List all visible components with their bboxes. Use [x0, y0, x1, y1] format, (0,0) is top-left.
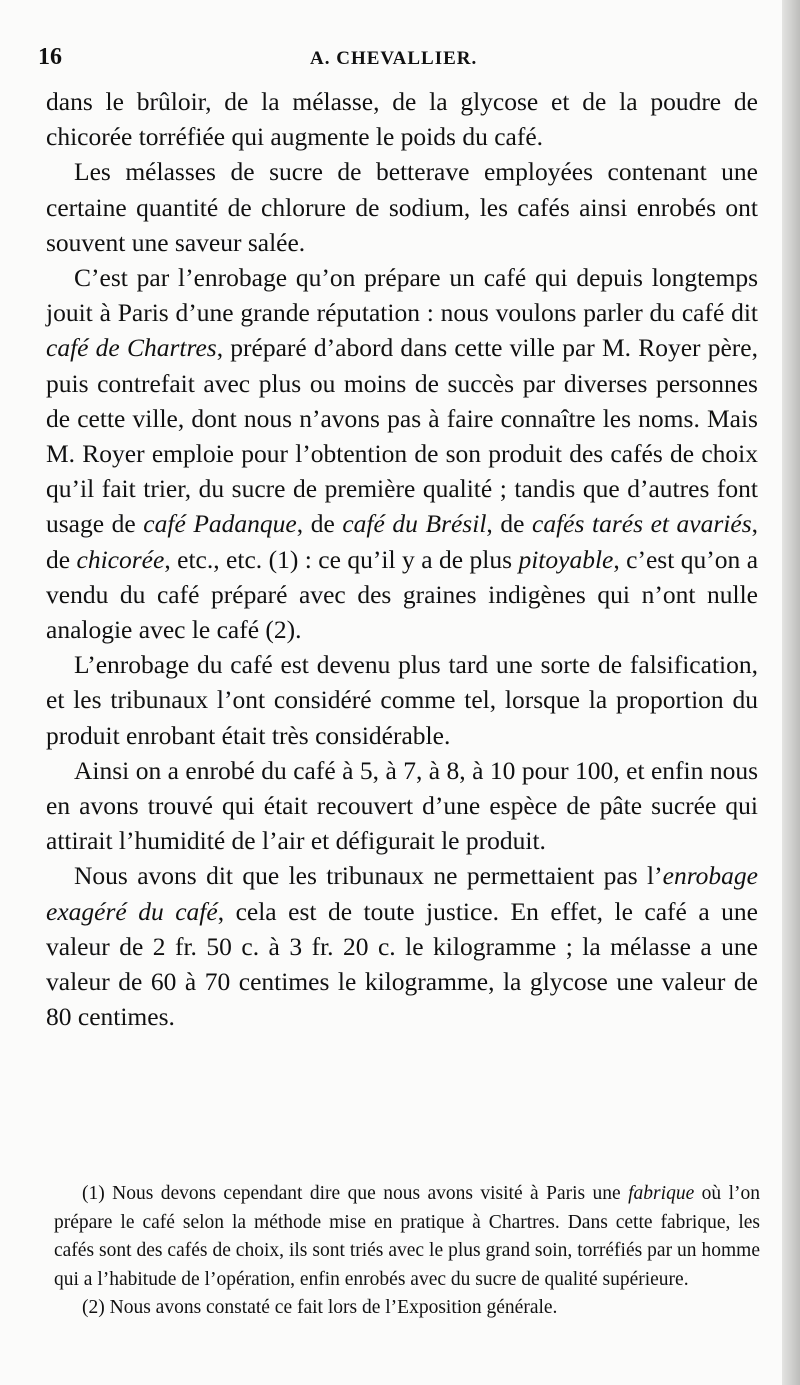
text-run: , etc., etc. (1) : ce qu’il y a de plus	[164, 544, 519, 574]
text-run: , c’est qu’on a vendu du café préparé avec des graines indigènes qui n’ont nulle analogie avec le café (2).	[46, 544, 759, 645]
text-run: , cela est de toute justice. En effet, le café a une valeur de 2 fr. 50 c. à 3 fr. 20 c. le kilogramme ; la mélasse a une valeur de 60 à 70 centimes le kilogramme, la glycose une valeur de 80 centimes.	[46, 896, 759, 1032]
italic-text: café de Chartres	[46, 333, 217, 363]
paragraph: Ainsi on a enrobé du café à 5, à 7, à 8, à 10 pour 100, et enfin nous en avons trouvé qui était recouvert d’une espèce de pâte sucrée qui attirait l’humidité de l’air et défigurait le produit.	[46, 755, 758, 856]
italic-text: pitoyable	[518, 544, 614, 574]
footnote: (2) Nous avons constaté ce fait lors de l’Exposition générale.	[82, 1297, 558, 1318]
text-run: Nous avons dit que les tribunaux ne permettaient pas l’	[74, 861, 663, 891]
text-run: , de	[46, 509, 758, 574]
italic-text: cafés tarés et avariés	[532, 509, 752, 539]
page-header	[38, 44, 758, 76]
text-run: , de	[296, 509, 343, 539]
text-run: où l’on prépare le café selon la méthode mise en pratique à Chartres. Dans cette fabrique, les cafés sont des cafés de choix, ils sont triés avec le plus grand soin, torréfiés par un homme qui a l’habitude de l’opération, enfin enrobés avec du sucre de qualité supérieure.	[54, 1183, 760, 1290]
footnotes	[54, 1180, 760, 1323]
footnote	[54, 1180, 760, 1294]
running-head: A. CHEVALLIER.	[310, 48, 478, 69]
italic-text: fabrique	[628, 1183, 695, 1204]
paragraph	[46, 260, 758, 647]
paragraph	[46, 858, 758, 1034]
text-run: C’est par l’enrobage qu’on prépare un café qui depuis longtemps jouit à Paris d’une grande réputation : nous voulons parler du café dit	[46, 263, 758, 328]
text-run: (1) Nous devons cependant dire que nous avons visité à Paris une	[82, 1183, 629, 1204]
body-text	[46, 84, 758, 1034]
italic-text: café Padanque	[143, 509, 297, 539]
text-run: , préparé d’abord dans cette ville par M. Royer père, puis contrefait avec plus ou moins de succès par diverses personnes de cette ville, dont nous n’avons pas à faire connaître les noms. Mais M. Royer emploie pour l’obtention de son produit des cafés de choix qu’il fait trier, du sucre de première qualité ; tandis que d’autres font usage de	[46, 333, 758, 539]
italic-text: enrobage exagéré du café	[46, 861, 758, 926]
paragraph: L’enrobage du café est devenu plus tard une sorte de falsification, et les tribunaux l’ont considéré comme tel, lorsque la proportion du produit enrobant était très considérable.	[46, 650, 758, 750]
italic-text: chicorée	[76, 544, 165, 574]
page-edge-shadow	[782, 0, 800, 1385]
italic-text: café du Brésil	[342, 509, 487, 539]
paragraph: dans le brûloir, de la mélasse, de la glycose et de la poudre de chicorée torréfiée qui augmente le poids du café.	[46, 87, 758, 152]
text-run: , de	[486, 509, 533, 539]
paragraph: Les mélasses de sucre de betterave employées contenant une certaine quantité de chlorure de sodium, les cafés ainsi enrobés ont souvent une saveur salée.	[46, 157, 758, 257]
page-number: 16	[38, 44, 62, 70]
